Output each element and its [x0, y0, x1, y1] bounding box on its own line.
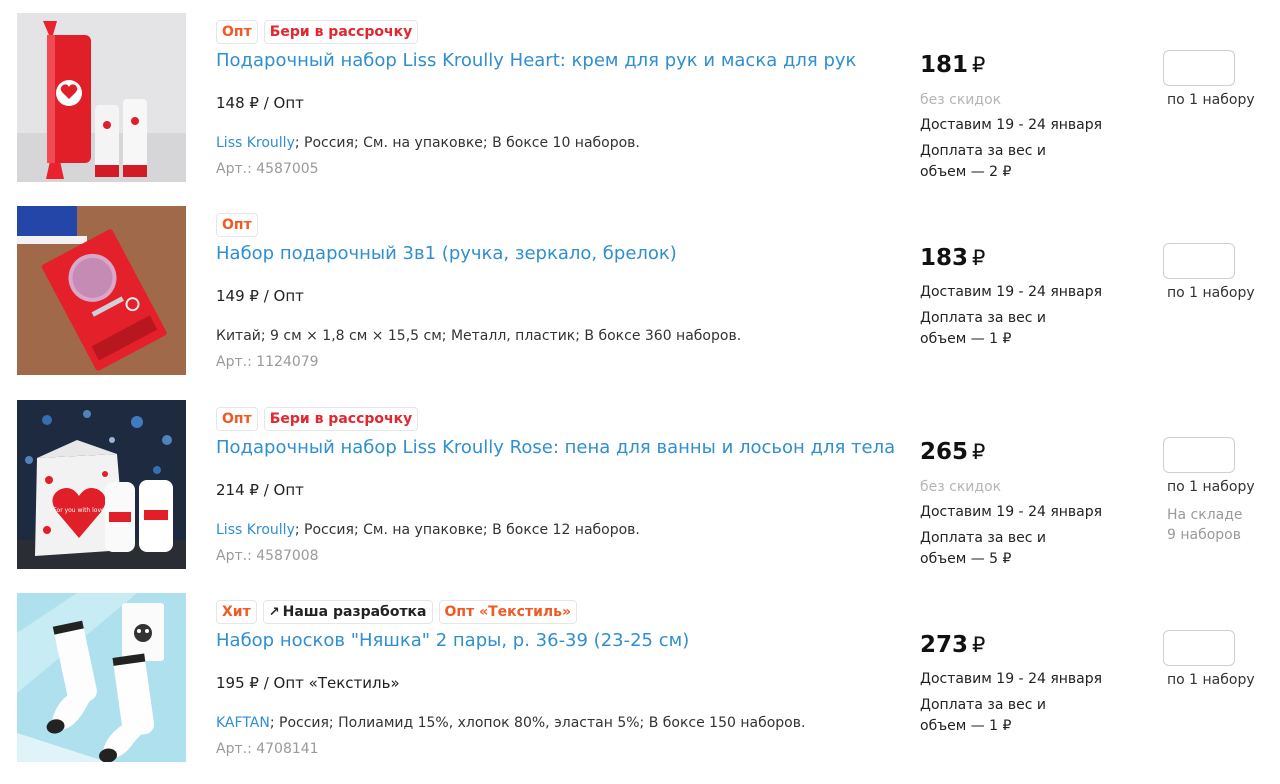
no-discount-label: без скидок — [920, 479, 1002, 495]
article-number: Арт.: 4587008 — [216, 548, 319, 564]
price-value: 265 — [920, 439, 969, 465]
stock-count: 9 наборов — [1167, 527, 1241, 543]
badge-group — [216, 20, 418, 44]
wholesale-price: 195 ₽ / Опт «Текстиль» — [216, 674, 400, 692]
badge-group — [216, 213, 258, 237]
quantity-input[interactable] — [1163, 50, 1235, 86]
stock-info — [1167, 505, 1243, 545]
currency-sign: ₽ — [972, 246, 986, 270]
currency-sign: ₽ — [972, 440, 986, 464]
extra-charge-amount: объем — 2 ₽ — [920, 164, 1012, 180]
wholesale-price: 214 ₽ / Опт — [216, 481, 304, 499]
currency-sign: ₽ — [972, 633, 986, 657]
stock-label: На складе — [1167, 507, 1243, 523]
article-number: Арт.: 4587005 — [216, 161, 319, 177]
badge-wholesale[interactable]: Опт — [216, 407, 258, 431]
extra-charge-amount: объем — 1 ₽ — [920, 718, 1012, 734]
specs-text: ; Россия; См. на упаковке; В боксе 12 наборов. — [294, 522, 640, 538]
product-specs — [216, 135, 640, 151]
brand-link[interactable]: KAFTAN — [216, 715, 270, 731]
product-title-link[interactable]: Набор носков "Няшка" 2 пары, р. 36-39 (23-25 см) — [216, 630, 690, 651]
unit-label: по 1 набору — [1167, 285, 1255, 301]
extra-charge-line: Доплата за вес и — [920, 697, 1046, 713]
arrow-icon: ↗ — [268, 604, 280, 620]
badge-wholesale[interactable]: Опт — [216, 213, 258, 237]
product-specs: Китай; 9 см × 1,8 см × 15,5 см; Металл, пластик; В боксе 360 наборов. — [216, 328, 742, 344]
price — [920, 52, 985, 78]
extra-charge-amount: объем — 1 ₽ — [920, 331, 1012, 347]
delivery-info: Доставим 19 - 24 января — [920, 117, 1103, 133]
badge-wholesale-textile[interactable]: Опт «Текстиль» — [439, 600, 578, 624]
product-specs — [216, 715, 805, 731]
extra-charge-line: Доплата за вес и — [920, 530, 1046, 546]
product-image[interactable] — [17, 400, 186, 569]
price — [920, 632, 985, 658]
quantity-input[interactable] — [1163, 437, 1235, 473]
extra-charge — [920, 141, 1070, 183]
unit-label: по 1 набору — [1167, 672, 1255, 688]
price-value: 181 — [920, 52, 969, 78]
unit-label: по 1 набору — [1167, 92, 1255, 108]
unit-label: по 1 набору — [1167, 479, 1255, 495]
currency-sign: ₽ — [972, 53, 986, 77]
no-discount-label: без скидок — [920, 92, 1002, 108]
price — [920, 439, 985, 465]
product-card — [0, 387, 1280, 580]
badge-group — [216, 600, 577, 624]
extra-charge — [920, 308, 1070, 350]
quantity-input[interactable] — [1163, 630, 1235, 666]
product-title-link[interactable]: Набор подарочный 3в1 (ручка, зеркало, брелок) — [216, 243, 677, 264]
badge-own-development-label: Наша разработка — [282, 604, 427, 620]
product-card — [0, 0, 1280, 193]
product-title-link[interactable]: Подарочный набор Liss Kroully Rose: пена для ванны и лосьон для тела — [216, 437, 896, 458]
delivery-info: Доставим 19 - 24 января — [920, 504, 1103, 520]
price — [920, 245, 985, 271]
box-text: For you with love — [53, 507, 105, 514]
badge-installment[interactable]: Бери в рассрочку — [264, 20, 419, 44]
price-value: 273 — [920, 632, 969, 658]
brand-link[interactable]: Liss Kroully — [216, 522, 295, 538]
extra-charge — [920, 695, 1070, 737]
product-specs — [216, 522, 640, 538]
badge-installment[interactable]: Бери в рассрочку — [264, 407, 419, 431]
wholesale-price: 148 ₽ / Опт — [216, 94, 304, 112]
article-number: Арт.: 4708141 — [216, 741, 319, 757]
extra-charge-amount: объем — 5 ₽ — [920, 551, 1012, 567]
extra-charge-line: Доплата за вес и — [920, 310, 1046, 326]
product-image[interactable] — [17, 13, 186, 182]
specs-text: ; Россия; Полиамид 15%, хлопок 80%, эластан 5%; В боксе 150 наборов. — [269, 715, 806, 731]
badge-group — [216, 407, 418, 431]
product-title-link[interactable]: Подарочный набор Liss Kroully Heart: крем для рук и маска для рук — [216, 50, 857, 71]
badge-own-development[interactable] — [263, 600, 433, 624]
product-image[interactable] — [17, 206, 186, 375]
wholesale-price: 149 ₽ / Опт — [216, 287, 304, 305]
article-number: Арт.: 1124079 — [216, 354, 319, 370]
extra-charge — [920, 528, 1070, 570]
extra-charge-line: Доплата за вес и — [920, 143, 1046, 159]
price-value: 183 — [920, 245, 969, 271]
quantity-input[interactable] — [1163, 243, 1235, 279]
specs-text: ; Россия; См. на упаковке; В боксе 10 наборов. — [294, 135, 640, 151]
product-card — [0, 580, 1280, 773]
product-image[interactable] — [17, 593, 186, 762]
badge-hit[interactable]: Хит — [216, 600, 257, 624]
badge-wholesale[interactable]: Опт — [216, 20, 258, 44]
product-card — [0, 193, 1280, 386]
brand-link[interactable]: Liss Kroully — [216, 135, 295, 151]
delivery-info: Доставим 19 - 24 января — [920, 671, 1103, 687]
delivery-info: Доставим 19 - 24 января — [920, 284, 1103, 300]
